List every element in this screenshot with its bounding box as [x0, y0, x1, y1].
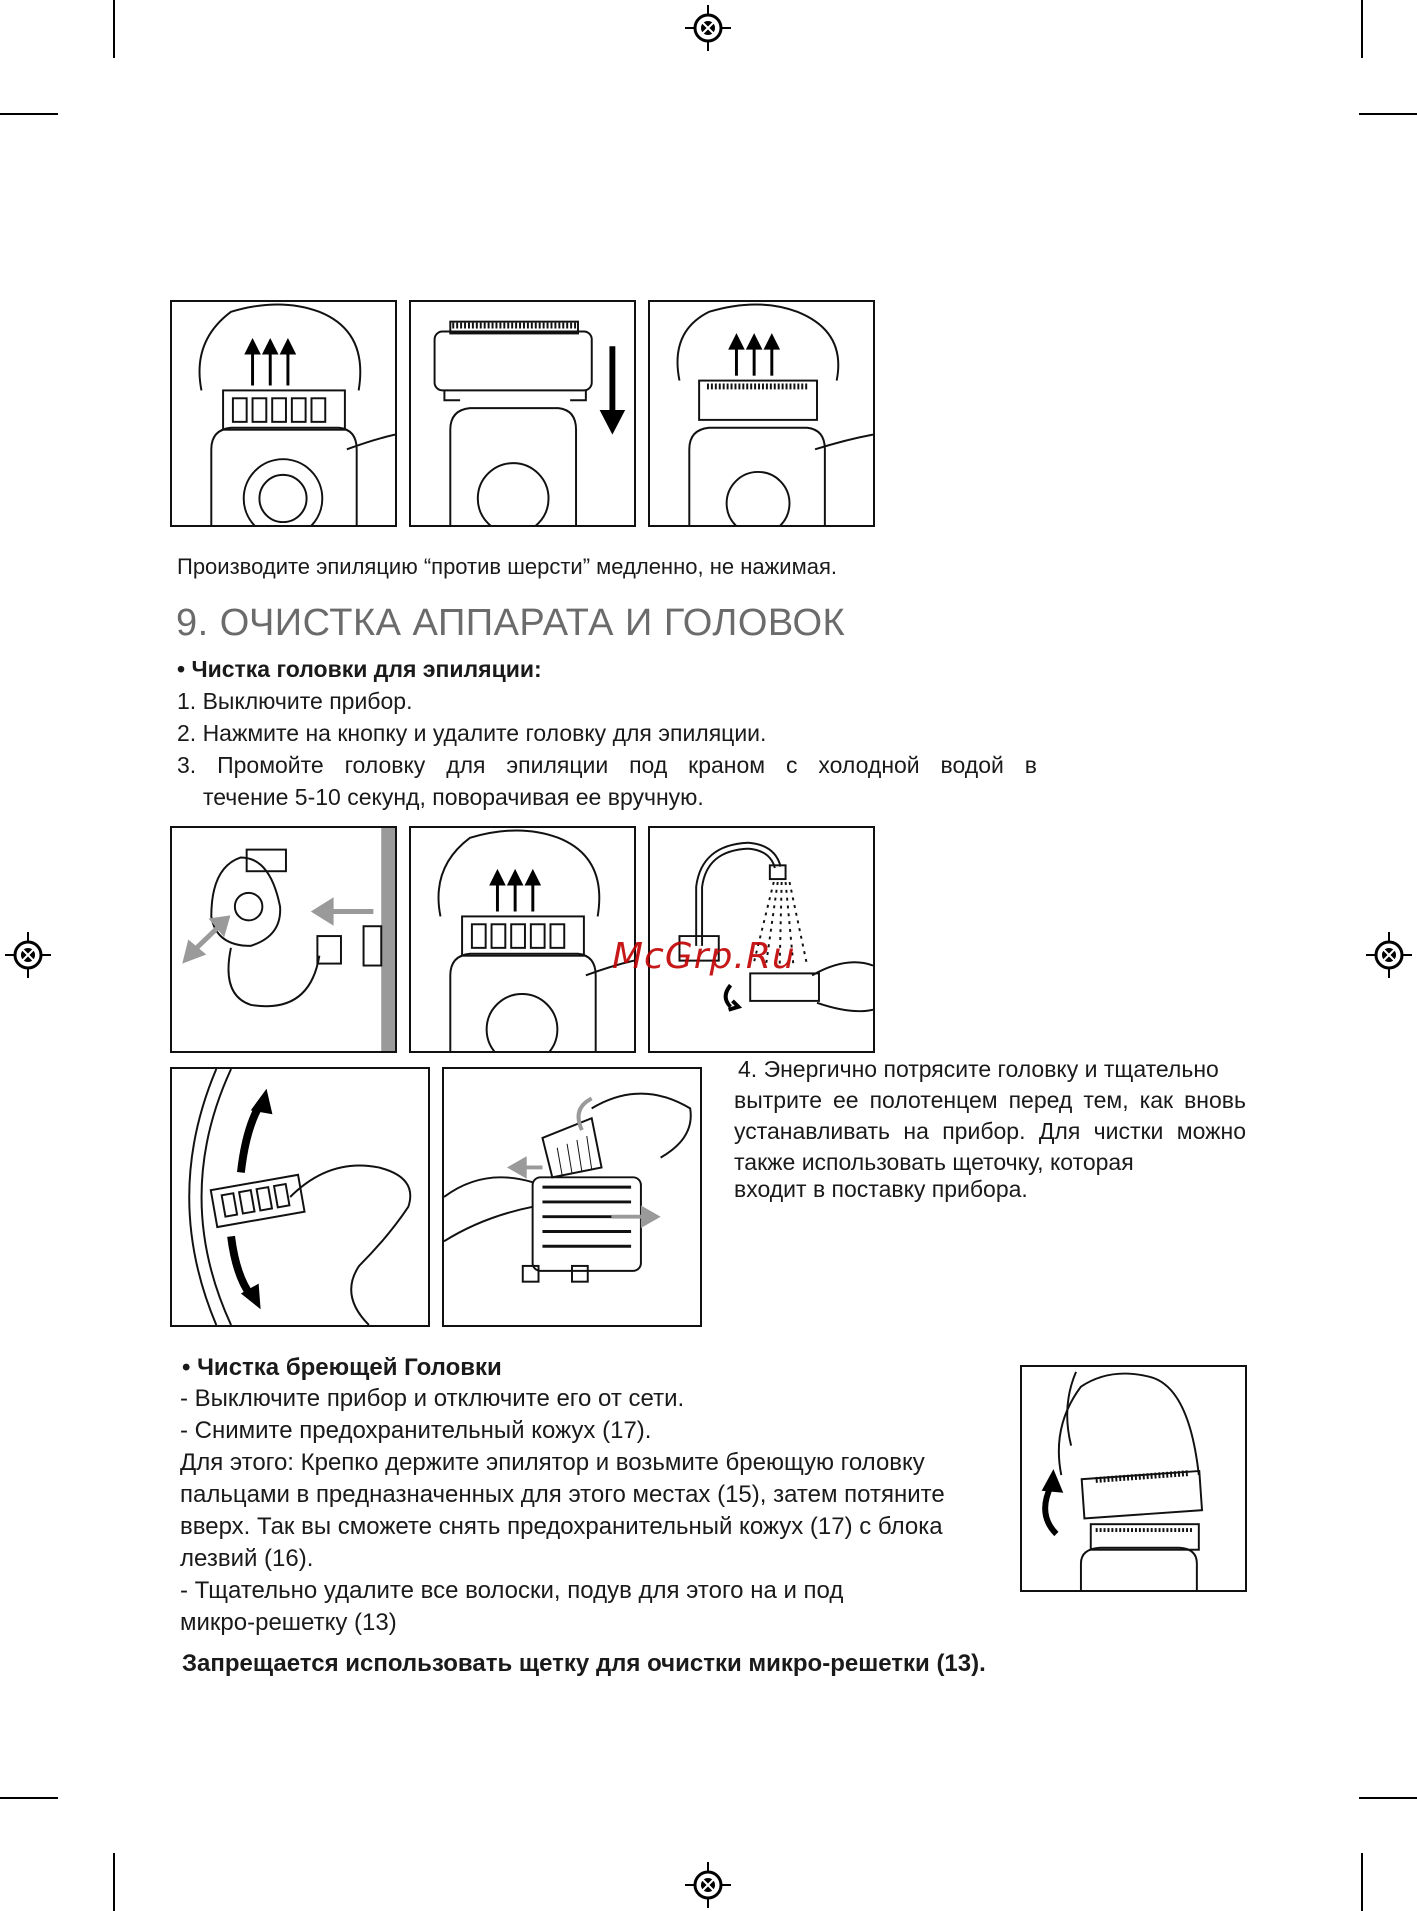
figure-remove-protective-cap	[1020, 1365, 1247, 1592]
step-3: 3. Промойте головку для эпиляции под краном с холодной водой в	[177, 752, 1037, 778]
figure-unplug-device	[170, 826, 397, 1053]
registration-mark-icon	[685, 1862, 731, 1908]
shaving-line-4: пальцами в предназначенных для этого местах (15), затем потяните	[180, 1481, 945, 1508]
shaving-line-2: - Снимите предохранительный кожух (17).	[180, 1417, 652, 1444]
shaving-line-3: Для этого: Крепко держите эпилятор и возьмите бреющую головку	[180, 1449, 925, 1476]
shaving-line-8: микро-решетку (13)	[180, 1609, 397, 1636]
shaving-head-attach-illustration	[411, 302, 634, 525]
step-4-line-3: устанавливать на прибор. Для чистки можно	[734, 1118, 1246, 1144]
step-2: 2. Нажмите на кнопку и удалите головку для эпиляции.	[177, 720, 767, 746]
step-4-line-4: также использовать щеточку, которая	[734, 1149, 1134, 1175]
crop-mark	[113, 0, 115, 58]
epilation-head-cleaning-heading: • Чистка головки для эпиляции:	[177, 656, 542, 682]
epilation-direction-caption: Производите эпиляцию “против шерсти” медленно, не нажимая.	[177, 554, 837, 579]
crop-mark	[1361, 1853, 1363, 1911]
registration-mark-icon	[5, 932, 51, 978]
crop-mark	[0, 113, 58, 115]
figure-insert-shaving-head	[409, 300, 636, 527]
page-title: 9. ОЧИСТКА АППАРАТА И ГОЛОВОК	[176, 602, 846, 644]
hand-lifting-head-illustration	[172, 302, 395, 525]
step-1: 1. Выключите прибор.	[177, 688, 413, 714]
shaving-line-1: - Выключите прибор и отключите его от сети.	[180, 1385, 685, 1412]
shaving-line-6: лезвий (16).	[180, 1545, 314, 1572]
brush-warning: Запрещается использовать щетку для очистки микро-решетки (13).	[182, 1650, 986, 1677]
watermark: McGrp.Ru	[612, 936, 796, 977]
registration-mark-icon	[685, 5, 731, 51]
step-4-line-2: вытрите ее полотенцем перед тем, как вновь	[734, 1087, 1246, 1113]
figure-shake-head	[170, 1067, 430, 1327]
crop-mark	[113, 1853, 115, 1911]
registration-mark-icon	[1366, 932, 1412, 978]
crop-mark	[0, 1797, 58, 1799]
figure-brush-head	[442, 1067, 702, 1327]
shaving-head-cleaning-heading: • Чистка бреющей Головки	[182, 1354, 502, 1381]
figure-remove-epilation-head	[170, 300, 397, 527]
shake-head-illustration	[172, 1069, 428, 1325]
crop-mark	[1359, 1797, 1417, 1799]
hand-lifting-shaving-head-illustration	[650, 302, 873, 525]
remove-protective-cap-illustration	[1022, 1367, 1245, 1590]
step-3-continued: течение 5-10 секунд, поворачивая ее вручную.	[203, 784, 704, 810]
step-4-line-5: входит в поставку прибора.	[734, 1176, 1028, 1202]
crop-mark	[1359, 113, 1417, 115]
figure-press-button-remove-head	[409, 826, 636, 1053]
shaving-line-5: вверх. Так вы сможете снять предохранительный кожух (17) с блока	[180, 1513, 943, 1540]
unplug-device-illustration	[172, 828, 395, 1051]
crop-mark	[1361, 0, 1363, 58]
brush-cleaning-illustration	[444, 1069, 700, 1325]
shaving-line-7: - Тщательно удалите все волоски, подув для этого на и под	[180, 1577, 844, 1604]
step-4-line-1: 4. Энергично потрясите головку и тщательно	[738, 1056, 1219, 1082]
hand-lifting-head-illustration	[411, 828, 634, 1051]
figure-remove-shaving-head	[648, 300, 875, 527]
